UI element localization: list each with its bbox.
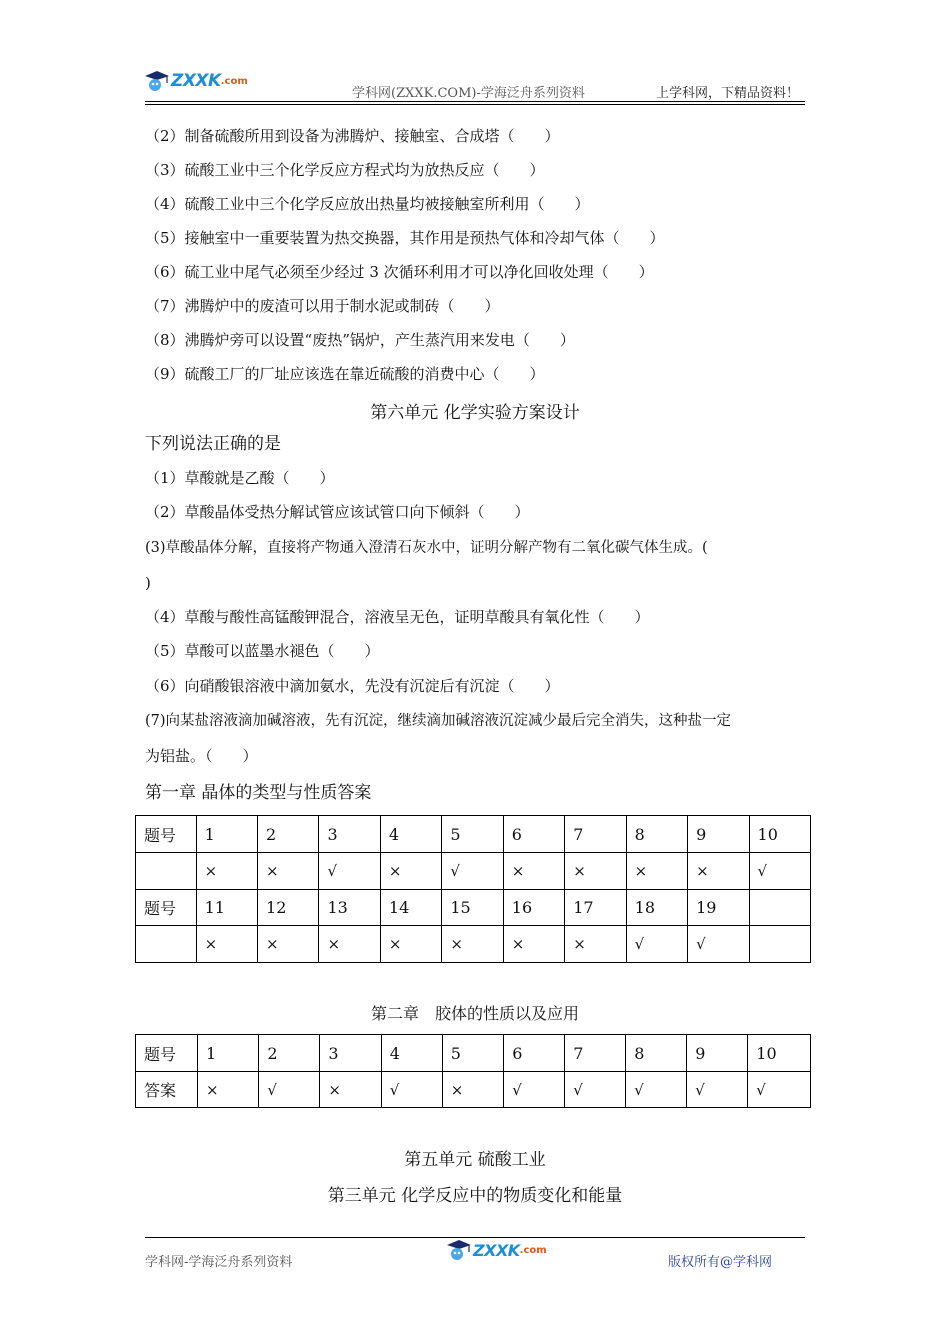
table-cell: 8 <box>626 816 687 853</box>
row-header: 答案 <box>136 1072 198 1108</box>
table-cell: 14 <box>380 890 441 926</box>
answer-mark: × <box>565 853 626 890</box>
logo-text: ZXXK <box>473 1240 520 1260</box>
answer-mark: √ <box>749 853 810 890</box>
list-item: （6）向硝酸银溶液中滴加氨水，先没有沉淀后有沉淀（ ） <box>145 677 560 695</box>
table-row <box>136 926 811 963</box>
answer-mark: √ <box>504 1072 565 1108</box>
list-item-continued: ) <box>145 574 151 592</box>
answer-mark: √ <box>381 1072 442 1108</box>
answer-mark: × <box>565 926 626 963</box>
table-cell: 5 <box>442 1035 503 1072</box>
table-cell: 19 <box>688 890 749 926</box>
answer-mark: √ <box>319 853 380 890</box>
footer-logo[interactable] <box>445 1239 547 1261</box>
table-cell: 3 <box>320 1035 381 1072</box>
table-row <box>136 816 811 853</box>
row-header: 题号 <box>136 890 197 926</box>
answer-mark: × <box>319 926 380 963</box>
table-cell: 13 <box>319 890 380 926</box>
list-item: （2）草酸晶体受热分解试管应该试管口向下倾斜（ ） <box>145 503 530 521</box>
list-item: （9）硫酸工厂的厂址应该选在靠近硫酸的消费中心（ ） <box>145 365 545 383</box>
table-cell: 7 <box>565 1035 626 1072</box>
table-cell: 1 <box>196 816 257 853</box>
table-row <box>136 890 811 926</box>
list-item: （5）草酸可以蓝墨水褪色（ ） <box>145 642 380 660</box>
table-cell: 4 <box>380 816 441 853</box>
list-item: (7)向某盐溶液滴加碱溶液，先有沉淀，继续滴加碱溶液沉淀减少最后完全消失，这种盐一定 <box>145 713 732 729</box>
header-center-text: 学科网(ZXXK.COM)-学海泛舟系列资料 <box>352 86 585 101</box>
chapter1-answer-table <box>135 815 811 963</box>
section6-prompt: 下列说法正确的是 <box>145 434 281 454</box>
table-cell: 4 <box>381 1035 442 1072</box>
list-item: （3）硫酸工业中三个化学反应方程式均为放热反应（ ） <box>145 161 545 179</box>
answer-mark: × <box>196 853 257 890</box>
chapter2-title: 第二章 胶体的性质以及应用 <box>370 1004 579 1023</box>
table-cell: 2 <box>258 816 319 853</box>
logo-suffix: .com <box>220 75 248 87</box>
table-row <box>136 1035 811 1072</box>
header-right-text: 上学科网，下精品资料！ <box>656 86 800 101</box>
list-item: （5）接触室中一重要装置为热交换器，其作用是预热气体和冷却气体（ ） <box>145 229 665 247</box>
table-cell: 15 <box>442 890 503 926</box>
answer-mark: × <box>196 926 257 963</box>
answer-mark <box>749 926 810 963</box>
answer-mark: √ <box>565 1072 626 1108</box>
chapter2-answer-table <box>135 1034 811 1108</box>
row-header: 题号 <box>136 1035 198 1072</box>
answer-mark: √ <box>442 853 503 890</box>
list-item: （4）草酸与酸性高锰酸钾混合，溶液呈无色，证明草酸具有氧化性（ ） <box>145 608 650 626</box>
chapter1-title: 第一章 晶体的类型与性质答案 <box>145 783 372 803</box>
table-cell: 18 <box>626 890 687 926</box>
answer-mark: × <box>442 1072 503 1108</box>
section6-title: 第六单元 化学实验方案设计 <box>370 403 580 423</box>
table-row <box>136 853 811 890</box>
logo-suffix: .com <box>519 1244 547 1256</box>
table-cell: 9 <box>688 816 749 853</box>
list-item-continued: 为铝盐。（ ） <box>145 747 258 765</box>
table-cell: 10 <box>748 1035 811 1072</box>
answer-mark: × <box>626 853 687 890</box>
table-cell: 11 <box>196 890 257 926</box>
answer-mark: × <box>258 853 319 890</box>
table-cell: 3 <box>319 816 380 853</box>
answer-mark: √ <box>687 1072 748 1108</box>
header-rule-2 <box>145 104 805 105</box>
footer-left-text: 学科网-学海泛舟系列资料 <box>145 1255 293 1270</box>
answer-mark: √ <box>748 1072 811 1108</box>
section3-title: 第三单元 化学反应中的物质变化和能量 <box>327 1186 623 1206</box>
list-item: （2）制备硫酸所用到设备为沸腾炉、接触室、合成塔（ ） <box>145 127 560 145</box>
answer-mark: × <box>258 926 319 963</box>
row-header: 题号 <box>136 816 197 853</box>
logo-mascot-icon <box>445 1239 473 1261</box>
answer-mark: √ <box>688 926 749 963</box>
table-row <box>136 1072 811 1108</box>
header-rule <box>145 101 805 102</box>
answer-mark: × <box>380 853 441 890</box>
table-cell: 2 <box>259 1035 320 1072</box>
answer-mark: × <box>503 853 564 890</box>
header-logo[interactable] <box>143 70 248 92</box>
table-cell: 17 <box>565 890 626 926</box>
list-item: （1）草酸就是乙酸（ ） <box>145 469 335 487</box>
answer-mark: × <box>688 853 749 890</box>
answer-mark: × <box>380 926 441 963</box>
answer-mark: × <box>320 1072 381 1108</box>
answer-mark: × <box>197 1072 258 1108</box>
answer-mark: √ <box>626 926 687 963</box>
table-cell: 9 <box>687 1035 748 1072</box>
table-cell: 7 <box>565 816 626 853</box>
table-cell <box>749 890 810 926</box>
table-cell: 5 <box>442 816 503 853</box>
footer-right-text: 版权所有@学科网 <box>668 1255 773 1270</box>
row-header <box>136 853 197 890</box>
answer-mark: × <box>442 926 503 963</box>
table-cell: 16 <box>503 890 564 926</box>
list-item: （8）沸腾炉旁可以设置“废热”锅炉，产生蒸汽用来发电（ ） <box>145 331 575 349</box>
list-item: (3)草酸晶体分解，直接将产物通入澄清石灰水中，证明分解产物有二氧化碳气体生成。( <box>145 540 708 556</box>
footer-rule <box>145 1237 805 1238</box>
table-cell: 12 <box>258 890 319 926</box>
row-header <box>136 926 197 963</box>
table-cell: 10 <box>749 816 810 853</box>
list-item: （6）硫工业中尾气必须至少经过 3 次循环利用才可以净化回收处理（ ） <box>145 263 654 281</box>
logo-mascot-icon <box>143 70 171 92</box>
table-cell: 1 <box>197 1035 258 1072</box>
answer-mark: × <box>503 926 564 963</box>
logo-text: ZXXK <box>171 71 221 91</box>
table-cell: 6 <box>503 816 564 853</box>
list-item: （4）硫酸工业中三个化学反应放出热量均被接触室所利用（ ） <box>145 195 590 213</box>
section5-title: 第五单元 硫酸工业 <box>404 1150 546 1170</box>
list-item: （7）沸腾炉中的废渣可以用于制水泥或制砖（ ） <box>145 297 500 315</box>
answer-mark: √ <box>626 1072 687 1108</box>
answer-mark: √ <box>259 1072 320 1108</box>
table-cell: 8 <box>626 1035 687 1072</box>
table-cell: 6 <box>504 1035 565 1072</box>
